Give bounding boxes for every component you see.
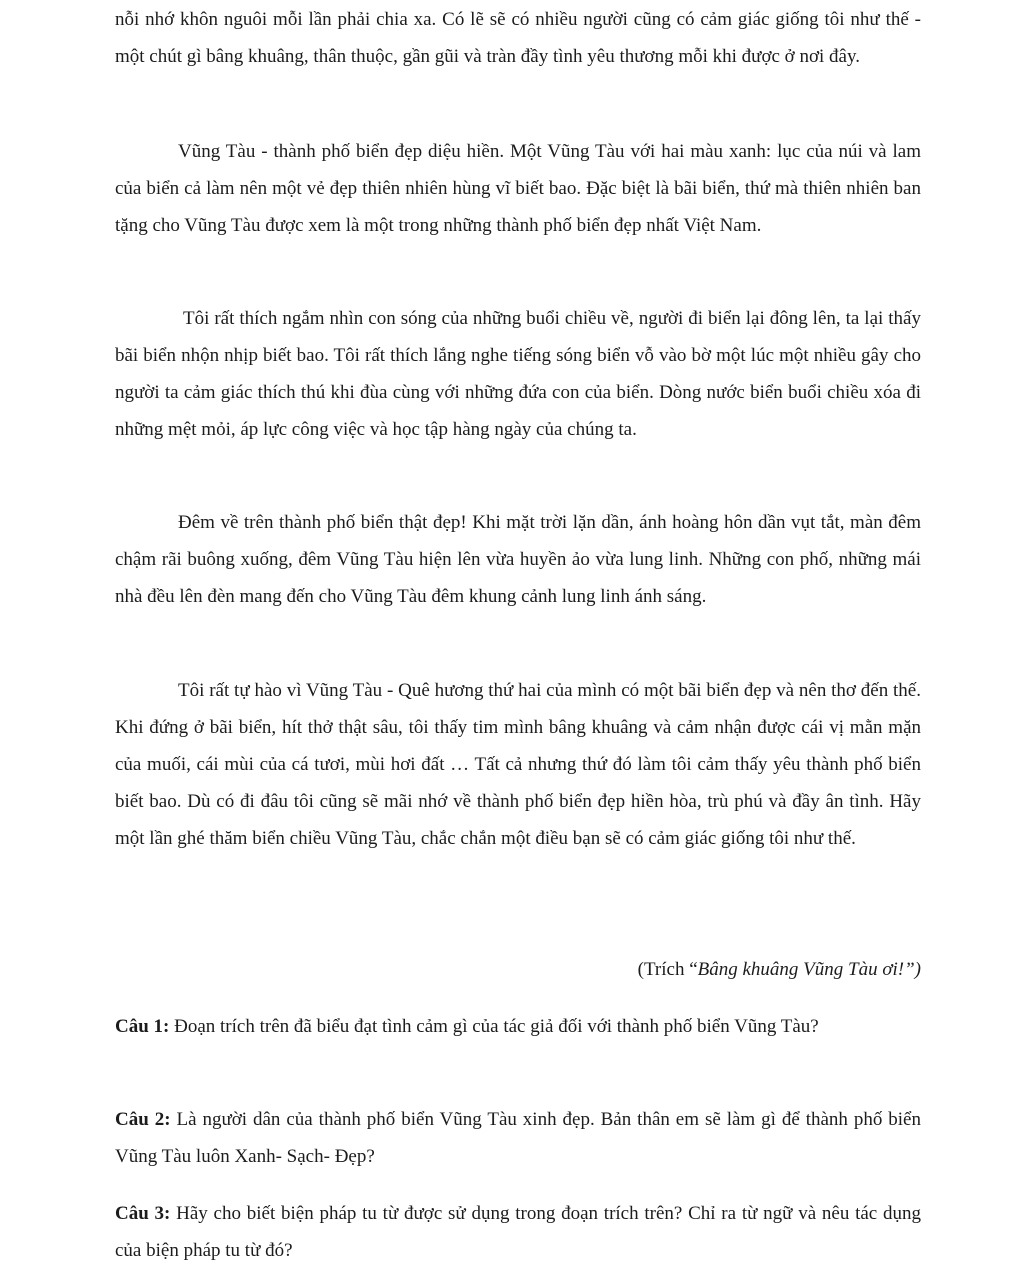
source-citation [115,951,921,988]
question-2 [115,1101,921,1175]
question-label: Câu 1: [115,1016,170,1037]
question-text: Hãy cho biết biện pháp tu từ được sử dụng trong đoạn trích trên? Chỉ ra từ ngữ và nêu tác dụng của biện pháp tu từ đó? [115,1203,921,1261]
paragraph-pride: Tôi rất tự hào vì Vũng Tàu - Quê hương thứ hai của mình có một bãi biển đẹp và nên thơ đến thế. Khi đứng ở bãi biển, hít thở thật sâu, tôi thấy tim mình bâng khuâng và cảm nhận được cái vị mằn mặn của muối, cái mùi của cá tươi, mùi hơi đất … Tất cả nhưng thứ đó làm tôi cảm thấy yêu thành phố biển biết bao. Dù có đi đâu tôi cũng sẽ mãi nhớ về thành phố biển đẹp hiền hòa, trù phú và đầy ân tình. Hãy một lần ghé thăm biển chiều Vũng Tàu, chắc chắn một điều bạn sẽ có cảm giác giống tôi như thế. [115,680,921,849]
paragraph-afternoon-waves: Tôi rất thích ngắm nhìn con sóng của những buổi chiều về, người đi biển lại đông lên, ta lại thấy bãi biển nhộn nhịp biết bao. Tôi rất thích lắng nghe tiếng sóng biển vỗ vào bờ một lúc một nhiều gây cho người ta cảm giác thích thú khi đùa cùng với những đứa con của biển. Dòng nước biển buổi chiều xóa đi những mệt mỏi, áp lực công việc và học tập hàng ngày của chúng ta. [115,308,921,440]
paragraph-two-colors: Vũng Tàu - thành phố biển đẹp diệu hiền. Một Vũng Tàu với hai màu xanh: lục của núi và lam của biển cả làm nên một vẻ đẹp thiên nhiên hùng vĩ biết bao. Đặc biệt là bãi biển, thứ mà thiên nhiên ban tặng cho Vũng Tàu được xem là một trong những thành phố biển đẹp nhất Việt Nam. [115,141,921,236]
paragraph-night-city: Đêm về trên thành phố biển thật đẹp! Khi mặt trời lặn dần, ánh hoàng hôn dần vụt tắt, màn đêm chậm rãi buông xuống, đêm Vũng Tàu hiện lên vừa huyền ảo vừa lung linh. Những con phố, những mái nhà đều lên đèn mang đến cho Vũng Tàu đêm khung cảnh lung linh ánh sáng. [115,512,921,607]
question-text: Đoạn trích trên đã biểu đạt tình cảm gì của tác giả đối với thành phố biển Vũng Tàu? [169,1016,819,1037]
question-1 [115,1008,921,1045]
question-text: Là người dân của thành phố biển Vũng Tàu xinh đẹp. Bản thân em sẽ làm gì để thành phố biển Vũng Tàu luôn Xanh- Sạch- Đẹp? [115,1109,921,1167]
paragraph-intro-continuation: nỗi nhớ khôn nguôi mỗi lần phải chia xa. Có lẽ sẽ có nhiều người cũng có cảm giác giống tôi như thế - một chút gì bâng khuâng, thân thuộc, gần gũi và tràn đầy tình yêu thương mỗi khi được ở nơi đây. [115,9,921,67]
source-prefix: (Trích “ [637,959,698,980]
question-label: Câu 3: [115,1203,171,1224]
question-3 [115,1195,921,1269]
source-title: Bâng khuâng Vũng Tàu ơi!”) [697,959,921,980]
question-label: Câu 2: [115,1109,171,1130]
